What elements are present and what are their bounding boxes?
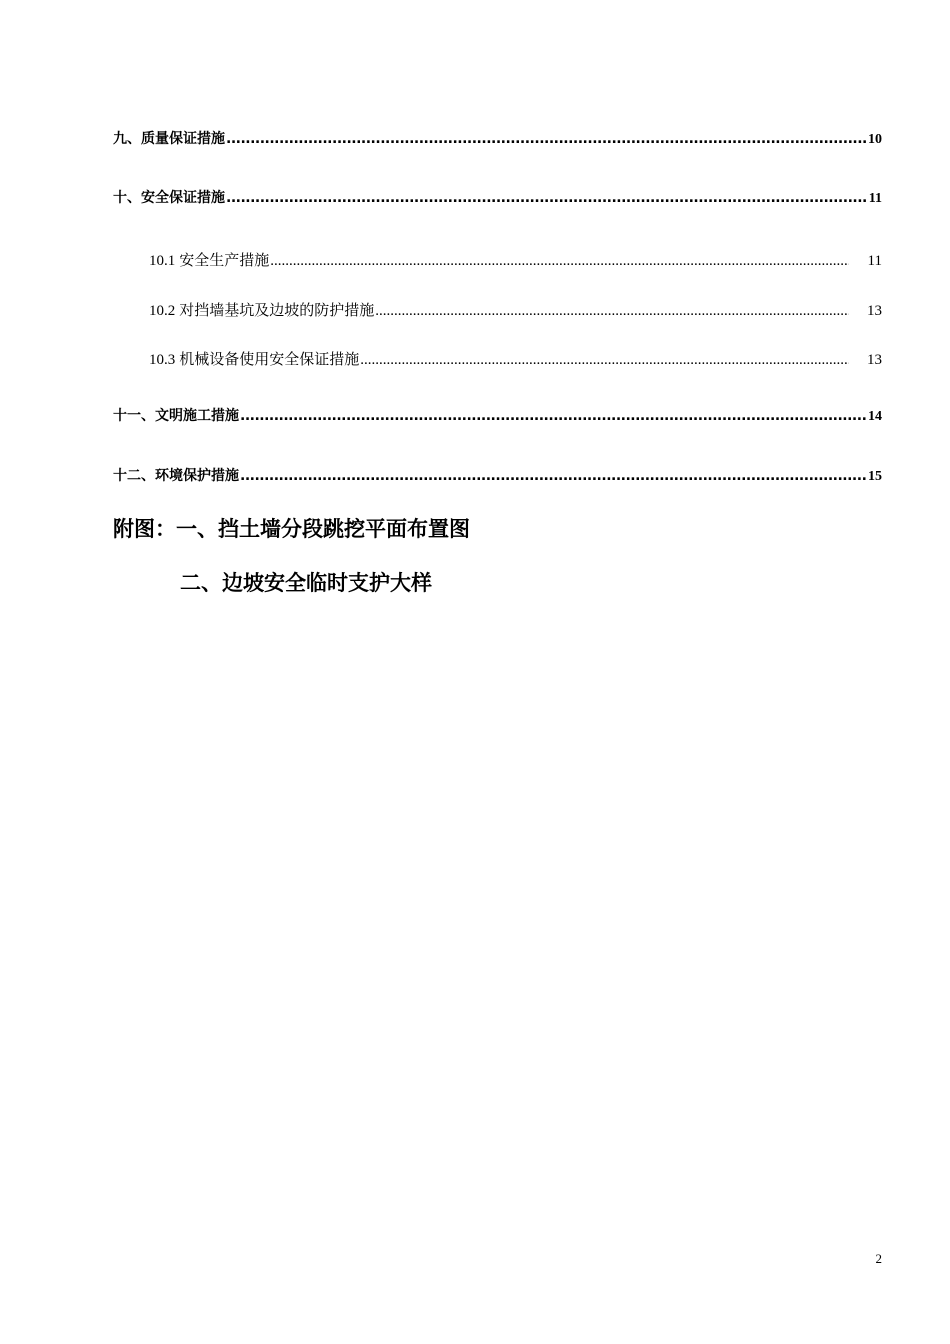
- toc-entry-10-2[interactable]: [149, 299, 882, 320]
- toc-entry-10-3[interactable]: [149, 348, 882, 369]
- toc-entry-label: 对挡墙基坑及边坡的防护措施: [179, 301, 375, 319]
- toc-leader-dots: [360, 352, 849, 369]
- toc-page-number: 11: [867, 253, 882, 269]
- toc-entry-label: 十二、环境保护措施: [113, 468, 239, 484]
- toc-page-number: 13: [867, 352, 882, 368]
- toc-entry-label: 九、质量保证措施: [113, 131, 225, 147]
- toc-page-number: 15: [868, 469, 882, 484]
- toc-page-number: 14: [868, 409, 882, 424]
- page-number: 2: [875, 1251, 882, 1266]
- toc-page-number: 13: [867, 303, 882, 319]
- toc-leader-dots: [270, 253, 849, 270]
- toc-leader-dots: [226, 131, 867, 147]
- toc-entry-label: 十、安全保证措施: [113, 190, 225, 206]
- toc-entry-number: 10.3: [149, 352, 176, 368]
- toc-entry-label: 十一、文明施工措施: [113, 408, 239, 424]
- toc-entry-label: 安全生产措施: [179, 251, 270, 269]
- toc-entry-10[interactable]: [113, 187, 882, 207]
- toc-entry-10-1[interactable]: [149, 249, 882, 270]
- toc-page-number: 11: [868, 191, 882, 206]
- toc-leader-dots: [375, 303, 849, 320]
- appendix-line-2: 二、边坡安全临时支护大样: [180, 571, 432, 595]
- toc-leader-dots: [240, 408, 867, 424]
- toc-page-number: 10: [868, 132, 882, 147]
- toc-leader-dots: [226, 190, 868, 206]
- toc-leader-dots: [240, 468, 867, 484]
- toc-entry-number: 10.2: [149, 303, 176, 319]
- toc-entry-11[interactable]: [113, 405, 882, 425]
- toc-entry-12[interactable]: [113, 465, 882, 485]
- toc-entry-label: 机械设备使用安全保证措施: [179, 350, 360, 368]
- toc-entry-9[interactable]: [113, 128, 882, 148]
- appendix-line-1: 附图：一、挡土墙分段跳挖平面布置图: [113, 517, 470, 541]
- toc-entry-number: 10.1: [149, 253, 176, 269]
